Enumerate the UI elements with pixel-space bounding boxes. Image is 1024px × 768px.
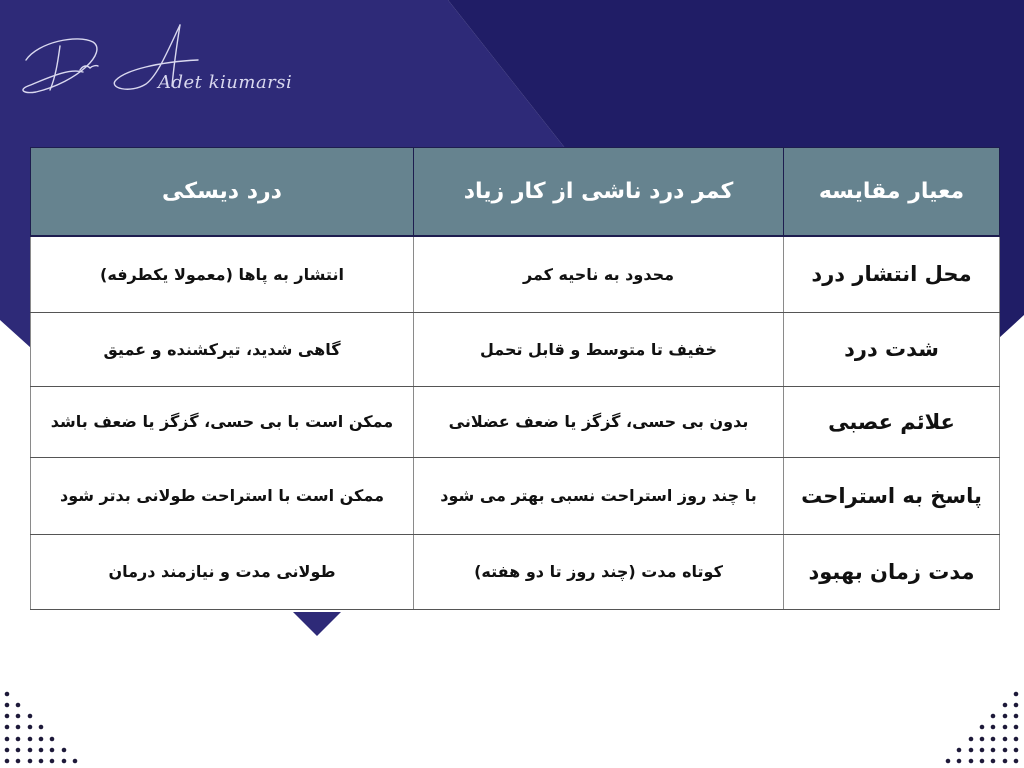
overwork-cell: کوتاه مدت (چند روز تا دو هفته): [414, 535, 784, 610]
dot-triangle-right-icon: [946, 692, 1019, 764]
disc-cell: انتشار به پاها (معمولا یکطرفه): [31, 236, 414, 313]
criteria-cell: مدت زمان بهبود: [784, 535, 1000, 610]
overwork-cell: بدون بی حسی، گزگز یا ضعف عضلانی: [414, 387, 784, 458]
criteria-cell: شدت درد: [784, 313, 1000, 387]
signature-name-text: Adet kiumarsi: [158, 72, 293, 93]
criteria-cell: پاسخ به استراحت: [784, 458, 1000, 535]
criteria-cell: محل انتشار درد: [784, 236, 1000, 313]
table-header-row: [31, 148, 1000, 237]
disc-cell: ممکن است با بی حسی، گزگز یا ضعف باشد: [31, 387, 414, 458]
overwork-cell: محدود به ناحیه کمر: [414, 236, 784, 313]
comparison-table: [30, 147, 1000, 610]
header-overwork-back-pain: کمر درد ناشی از کار زیاد: [414, 148, 784, 237]
disc-cell: طولانی مدت و نیازمند درمان: [31, 535, 414, 610]
pointer-triangle-icon: [293, 612, 341, 636]
criteria-cell: علائم عصبی: [784, 387, 1000, 458]
table-row: [31, 313, 1000, 387]
disc-cell: گاهی شدید، تیرکشنده و عمیق: [31, 313, 414, 387]
header-disc-pain: درد دیسکی: [31, 148, 414, 237]
table-row: [31, 535, 1000, 610]
table-row: [31, 458, 1000, 535]
overwork-cell: با چند روز استراحت نسبی بهتر می شود: [414, 458, 784, 535]
table-row: [31, 236, 1000, 313]
header-criteria: معیار مقایسه: [784, 148, 1000, 237]
disc-cell: ممکن است با استراحت طولانی بدتر شود: [31, 458, 414, 535]
overwork-cell: خفیف تا متوسط و قابل تحمل: [414, 313, 784, 387]
dot-triangle-left-icon: [5, 692, 78, 764]
table-row: [31, 387, 1000, 458]
signature-logo: [18, 20, 293, 100]
